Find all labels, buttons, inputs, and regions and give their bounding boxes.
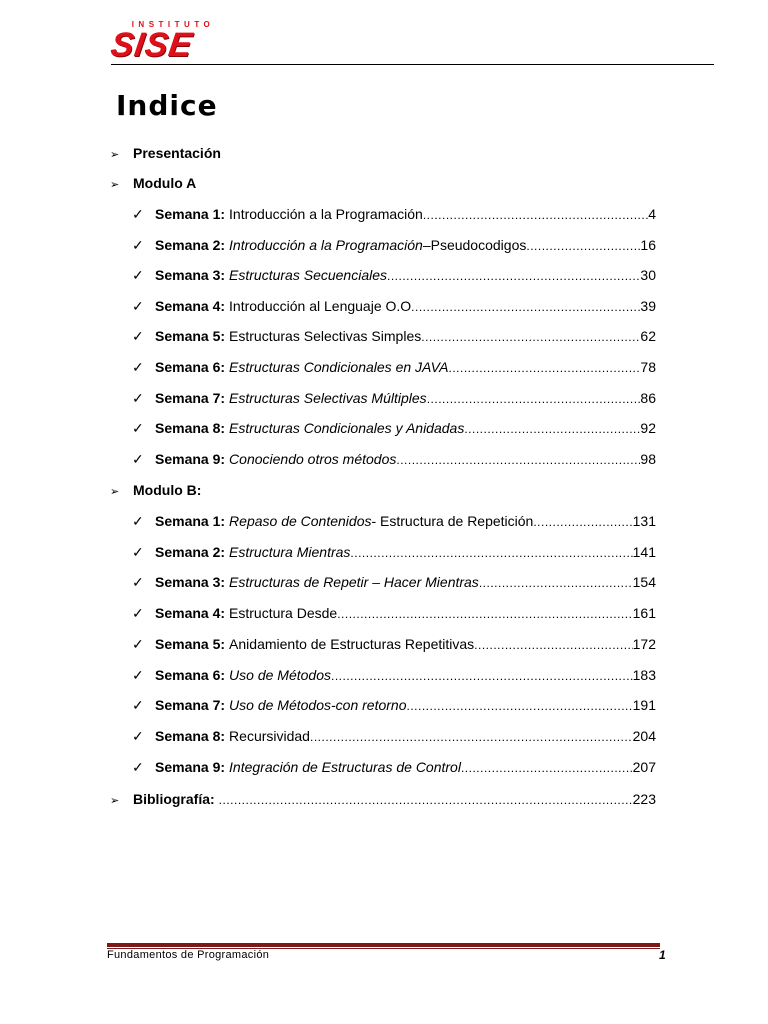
dot-leader bbox=[526, 236, 640, 256]
logo-top-text: INSTITUTO bbox=[131, 20, 215, 29]
toc-label: Modulo A bbox=[133, 175, 197, 191]
toc-page-number: 131 bbox=[632, 513, 656, 529]
toc-entry[interactable] bbox=[132, 326, 656, 346]
toc-entry[interactable] bbox=[132, 665, 656, 685]
checkmark-bullet-icon: ✓ bbox=[132, 267, 144, 284]
checkmark-bullet-icon: ✓ bbox=[132, 697, 144, 714]
toc-bibliografia[interactable] bbox=[110, 789, 656, 809]
toc-presentacion[interactable] bbox=[110, 143, 221, 163]
toc-page-number: 154 bbox=[632, 574, 656, 591]
toc-modulo-a[interactable] bbox=[110, 173, 196, 193]
toc-entry[interactable] bbox=[132, 511, 656, 531]
toc-entry[interactable] bbox=[132, 449, 656, 469]
footer-divider bbox=[107, 943, 660, 947]
dot-leader bbox=[427, 389, 641, 409]
header-divider bbox=[111, 64, 714, 65]
dot-leader bbox=[411, 297, 640, 317]
toc-entry[interactable] bbox=[132, 726, 656, 746]
toc-modulo-b[interactable] bbox=[110, 480, 201, 500]
toc-topic: Estructura Mientras bbox=[229, 543, 351, 560]
toc-label: Modulo B: bbox=[133, 482, 202, 498]
toc-week-label: Semana 4: bbox=[155, 605, 226, 622]
toc-topic: Anidamiento de Estructuras Repetitivas bbox=[229, 635, 475, 652]
toc-week-label: Semana 8: bbox=[155, 420, 226, 437]
checkmark-bullet-icon: ✓ bbox=[132, 297, 144, 314]
toc-week-label: Semana 2: bbox=[155, 543, 226, 560]
toc-entry[interactable] bbox=[132, 388, 656, 408]
checkmark-bullet-icon: ✓ bbox=[132, 727, 144, 744]
dot-leader bbox=[387, 266, 640, 286]
toc-page-number: 86 bbox=[640, 389, 656, 406]
toc-topic: Repaso de Contenidos bbox=[229, 513, 372, 529]
toc-week-label: Semana 7: bbox=[155, 697, 226, 714]
checkmark-bullet-icon: ✓ bbox=[132, 635, 144, 652]
toc-topic: Estructura Desde bbox=[229, 605, 338, 622]
toc-topic: Estructuras Selectivas Múltiples bbox=[229, 389, 427, 406]
toc-week-label: Semana 8: bbox=[155, 727, 226, 744]
toc-entry[interactable] bbox=[132, 634, 656, 654]
toc-page-number: 204 bbox=[632, 727, 656, 744]
toc-entry[interactable] bbox=[132, 204, 656, 224]
dot-leader bbox=[406, 696, 632, 716]
toc-page-number: 172 bbox=[632, 635, 656, 652]
checkmark-bullet-icon: ✓ bbox=[132, 758, 144, 775]
toc-topic: Integración de Estructuras de Control bbox=[229, 758, 461, 775]
arrow-bullet-icon: ➢ bbox=[110, 486, 120, 498]
toc-label: Bibliografía: bbox=[133, 791, 215, 807]
toc-week-label: Semana 5: bbox=[155, 635, 226, 652]
toc-entry[interactable] bbox=[132, 603, 656, 623]
dot-leader bbox=[449, 358, 641, 378]
toc-topic: Estructuras Condicionales y Anidadas bbox=[229, 420, 465, 437]
dot-leader bbox=[461, 758, 633, 778]
toc-page-number: 4 bbox=[648, 206, 656, 222]
dot-leader bbox=[396, 450, 640, 470]
toc-week-label: Semana 6: bbox=[155, 359, 226, 375]
toc-topic: Estructuras de Repetir – Hacer Mientras bbox=[229, 574, 479, 591]
toc-topic: Estructuras Selectivas Simples bbox=[229, 328, 422, 345]
checkmark-bullet-icon: ✓ bbox=[132, 359, 144, 375]
toc-entry[interactable] bbox=[132, 572, 656, 592]
toc-topic: Recursividad bbox=[229, 727, 310, 744]
toc-topic: Estructuras Condicionales en JAVA bbox=[229, 359, 449, 375]
checkmark-bullet-icon: ✓ bbox=[132, 666, 144, 683]
toc-topic: Introducción a la Programación bbox=[229, 206, 423, 222]
toc-week-label: Semana 9: bbox=[155, 758, 226, 775]
toc-page-number: 141 bbox=[632, 543, 656, 560]
checkmark-bullet-icon: ✓ bbox=[132, 420, 144, 437]
dot-leader bbox=[464, 419, 640, 439]
toc-page-number: 161 bbox=[632, 605, 656, 622]
toc-week-label: Semana 9: bbox=[155, 450, 226, 467]
checkmark-bullet-icon: ✓ bbox=[132, 328, 144, 345]
checkmark-bullet-icon: ✓ bbox=[132, 389, 144, 406]
toc-page-number: 30 bbox=[640, 267, 656, 284]
arrow-bullet-icon: ➢ bbox=[110, 149, 120, 161]
dot-leader bbox=[219, 790, 633, 810]
dot-leader bbox=[421, 327, 640, 347]
checkmark-bullet-icon: ✓ bbox=[132, 543, 144, 560]
toc-page-number: 98 bbox=[640, 450, 656, 467]
dot-leader bbox=[310, 727, 633, 747]
toc-entry[interactable] bbox=[132, 296, 656, 316]
dot-leader bbox=[474, 635, 632, 655]
toc-page-number: 207 bbox=[632, 758, 656, 775]
checkmark-bullet-icon: ✓ bbox=[132, 513, 144, 529]
toc-page-number: 191 bbox=[632, 697, 656, 714]
toc-week-label: Semana 6: bbox=[155, 666, 226, 683]
toc-entry[interactable] bbox=[132, 542, 656, 562]
toc-entry[interactable] bbox=[132, 265, 656, 285]
toc-entry[interactable] bbox=[132, 235, 656, 255]
toc-page-number: 16 bbox=[640, 236, 656, 253]
checkmark-bullet-icon: ✓ bbox=[132, 574, 144, 591]
arrow-bullet-icon: ➢ bbox=[110, 795, 120, 807]
page-title: Indice bbox=[116, 89, 218, 122]
checkmark-bullet-icon: ✓ bbox=[132, 605, 144, 622]
toc-entry[interactable] bbox=[132, 357, 656, 377]
checkmark-bullet-icon: ✓ bbox=[132, 206, 144, 222]
dot-leader bbox=[331, 666, 633, 686]
toc-week-label: Semana 7: bbox=[155, 389, 226, 406]
toc-week-label: Semana 1: bbox=[155, 513, 226, 529]
arrow-bullet-icon: ➢ bbox=[110, 179, 120, 191]
dot-leader bbox=[533, 512, 632, 532]
toc-topic-suffix: –Pseudocodigos bbox=[422, 236, 527, 253]
toc-page-number: 39 bbox=[640, 297, 656, 314]
toc-week-label: Semana 4: bbox=[155, 297, 226, 314]
toc-topic: Uso de Métodos bbox=[229, 666, 331, 683]
dot-leader bbox=[337, 604, 632, 624]
checkmark-bullet-icon: ✓ bbox=[132, 236, 144, 253]
toc-week-label: Semana 5: bbox=[155, 328, 226, 345]
toc-page-number: 62 bbox=[640, 328, 656, 345]
toc-topic: Introducción al Lenguaje O.O bbox=[229, 297, 412, 314]
toc-topic-suffix: - Estructura de Repetición bbox=[371, 513, 534, 529]
toc-topic: Estructuras Secuenciales bbox=[229, 267, 388, 284]
toc-topic: Uso de Métodos-con retorno bbox=[229, 697, 407, 714]
checkmark-bullet-icon: ✓ bbox=[132, 450, 144, 467]
toc-page-number: 183 bbox=[632, 666, 656, 683]
toc-topic: Introducción a la Programación bbox=[229, 236, 423, 253]
toc-entry[interactable] bbox=[132, 695, 656, 715]
toc-label: Presentación bbox=[133, 145, 221, 161]
toc-week-label: Semana 2: bbox=[155, 236, 226, 253]
logo-main-text: SISE bbox=[108, 26, 196, 64]
toc-week-label: Semana 3: bbox=[155, 267, 226, 284]
toc-entry[interactable] bbox=[132, 418, 656, 438]
toc-page-number: 223 bbox=[632, 791, 656, 807]
dot-leader bbox=[350, 543, 632, 563]
toc-entry[interactable] bbox=[132, 757, 656, 777]
dot-leader bbox=[479, 573, 633, 593]
toc-week-label: Semana 3: bbox=[155, 574, 226, 591]
footer-title: Fundamentos de Programación bbox=[107, 949, 270, 961]
toc-topic: Conociendo otros métodos bbox=[229, 450, 397, 467]
toc-page-number: 78 bbox=[640, 359, 656, 375]
toc-page-number: 92 bbox=[640, 420, 656, 437]
footer-page-number: 1 bbox=[659, 948, 666, 962]
sise-logo bbox=[108, 20, 231, 64]
dot-leader bbox=[423, 205, 648, 225]
toc-week-label: Semana 1: bbox=[155, 206, 226, 222]
